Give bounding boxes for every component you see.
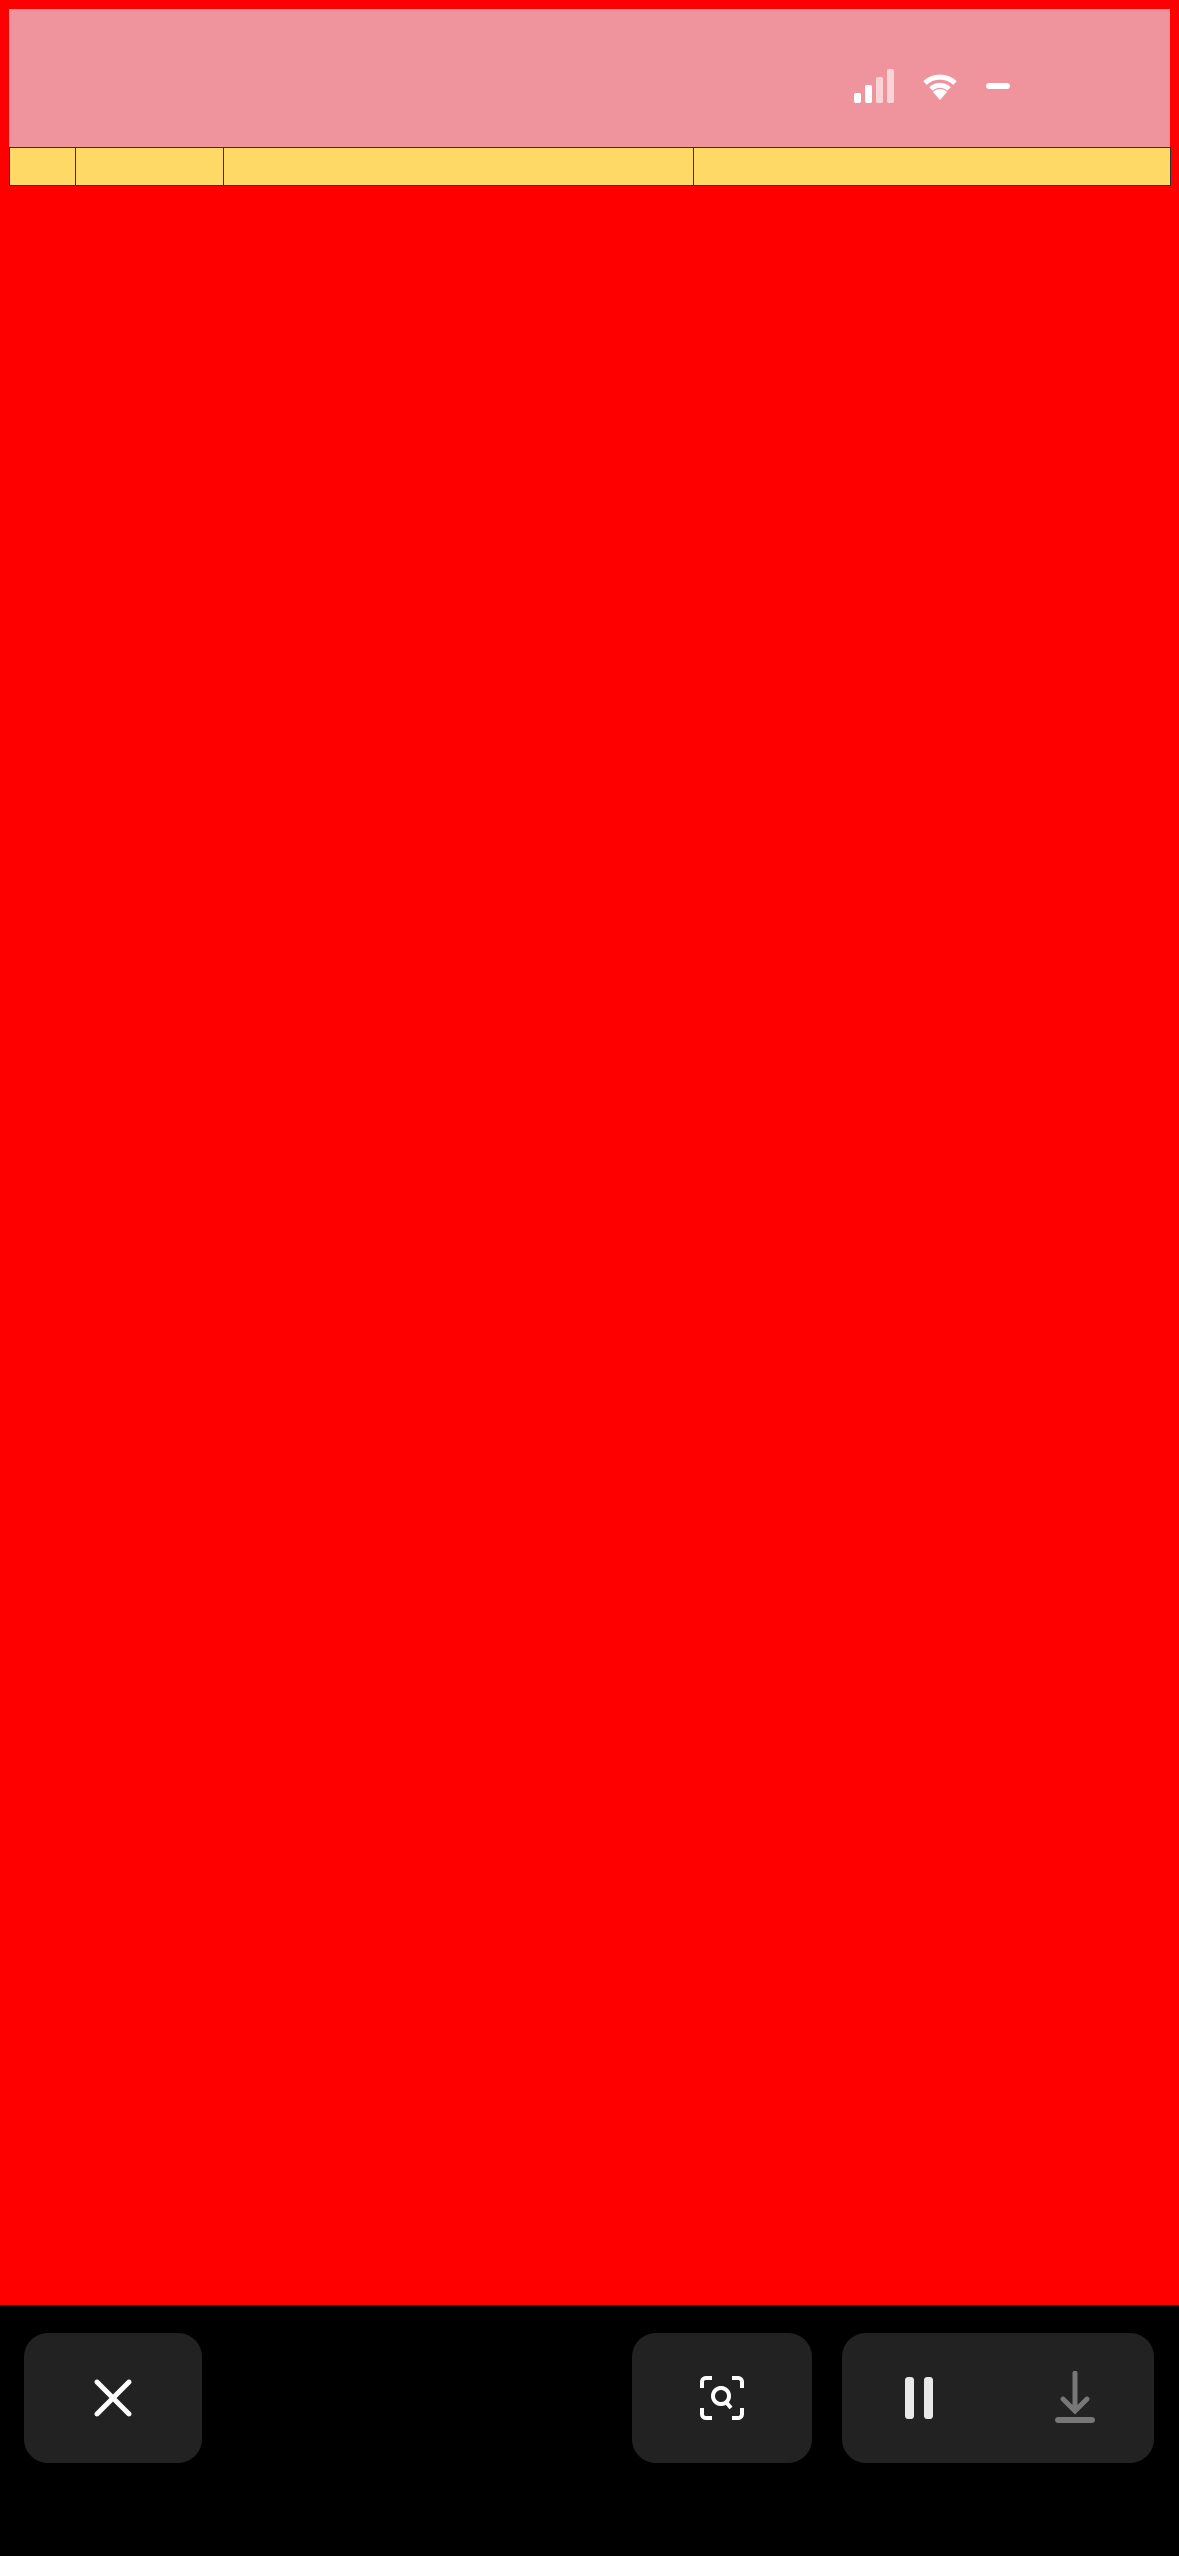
- pause-icon[interactable]: [899, 2375, 939, 2421]
- visual-search-icon: [698, 2374, 746, 2422]
- title-area: [9, 9, 1170, 147]
- visual-search-button[interactable]: [632, 2333, 812, 2463]
- wifi-icon: [920, 70, 960, 102]
- dragon-tiger-table: [9, 147, 1171, 186]
- media-controls-bar: [0, 2305, 1179, 2556]
- playback-controls: [842, 2333, 1154, 2463]
- close-button[interactable]: [24, 2333, 202, 2463]
- header-sell: [694, 148, 1171, 186]
- footer-note: [9, 186, 1170, 216]
- close-icon: [91, 2376, 135, 2420]
- battery-indicator: [986, 83, 1010, 89]
- header-buy: [224, 148, 694, 186]
- status-icons: [854, 69, 1010, 103]
- header-rank: [10, 148, 76, 186]
- header-name: [76, 148, 224, 186]
- download-icon[interactable]: [1053, 2371, 1097, 2425]
- cellular-signal-icon: [854, 69, 894, 103]
